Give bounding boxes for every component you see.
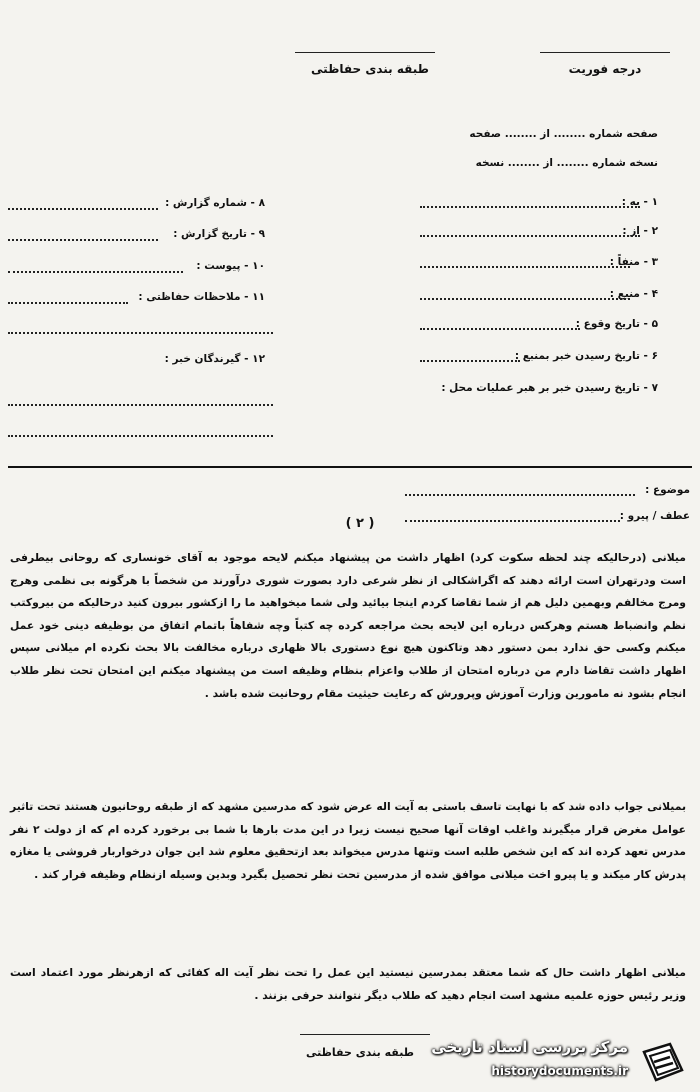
body-paragraph-1: میلانی (درحالیکه چند لحظه سکوت کرد) اظهار داشت من پیشنهاد میکنم لایحه موجود به آقای خونساری که روحانی بیطرفی است ودرتهران است ارائه دهند که اگراشکالی از نظر شرعی دارد بصورت شوری درآورند من شخصاً با هرگونه بی نظمی وهرج ومرج مخالفم وبهمین دلیل هم از شما تقاضا کردم اینجا بیائید ولی شما میخواهید ما را ازکشور بیرون کنید درحالیکه من بیروکتب نظم وانضباط هستم وهرکس درباره این لایحه بحث مراجعه کرده چه کتباً وچه شفاهاً باتمام اتفاق من بوظیفه دینی خود عمل میکنم وکسی حق ندارد بمن دستور دهد وتاکنون هیچ نوع دستوری بالا ظهاری درباره مخالفت بالا بحث نکرده ام میلانی سپس اظهار داشت تقاضا دارم من درباره امتحان از طلاب واعزام بنظام وظیفه است من پیشنهاد میکنم این امتحان تحت نظر طلاب انجام بشود نه مامورین وزارت آموزش وپرورش که رعایت حیثیت مقام روحانیت شده باشد .	[10, 551, 686, 700]
page-number: ( ۲ )	[345, 516, 375, 531]
field-recipients-line-2	[8, 435, 273, 437]
field-event-date-line	[420, 328, 580, 330]
field-reference-line	[420, 266, 630, 268]
field-from-line	[420, 235, 640, 237]
subject-label: موضوع :	[645, 484, 690, 496]
header-rule-left	[295, 52, 435, 53]
archive-logo-icon	[640, 1040, 686, 1084]
field-source-received-date: ۶ - تاریخ رسیدن خبر بمنبع :	[514, 350, 658, 362]
field-attachment-line	[8, 271, 183, 273]
watermark	[402, 1036, 692, 1088]
footer-rule	[300, 1034, 430, 1035]
field-to: ۱ - به :	[621, 196, 658, 208]
field-report-date-line	[8, 239, 158, 241]
urgency-label: درجه فوریت	[568, 62, 642, 76]
field-report-number: ۸ - شماره گزارش :	[165, 197, 265, 209]
field-from: ۲ - از :	[622, 225, 658, 237]
watermark-url: historydocuments.ir	[491, 1064, 628, 1078]
body-paragraph-2: بمیلانی جواب داده شد که با نهایت تاسف باستی به آیت اله عرض شود که مدرسین مشهد که از طبقه روحانیون هستند تحت تاثیر عوامل مغرض قرار میگیرند واغلب اوقات آنها صحیح نیست زیرا در این مدت بارها با شما بی برخورد کرده ام که از دولت ۲ نفر مدرس تعهد کرده اند که این شخص طلبه است وتنها مدرس میخواند بعد ازتحقیق معلوم شد این جوان درخواربار فروشی یا مغازه پدرش کار میکند و یا پیرو اخت میلانی موافق شده از مدرسین تحت نظر تحصیل بگیرد وبدین وسیله ازنظام وظیفه فرار کند .	[10, 800, 686, 881]
field-source-received-line	[420, 360, 520, 362]
header-rule-right	[540, 52, 670, 53]
field-security-notes-line-2	[8, 332, 273, 334]
field-event-date: ۵ - تاریخ وقوع :	[575, 318, 658, 330]
field-report-date: ۹ - تاریخ گزارش :	[173, 228, 265, 240]
classification-label-bottom: طبقه بندی حفاظتی	[305, 1046, 415, 1059]
watermark-name: مرکز بررسی اسناد تاریخی	[431, 1038, 628, 1056]
section-divider	[8, 466, 692, 468]
field-to-line	[420, 206, 640, 208]
field-recipients-line-1	[8, 404, 273, 406]
field-source: ۴ - منبع :	[609, 288, 658, 300]
field-reference: ۳ - منفاً :	[609, 256, 658, 268]
field-attachment: ۱۰ - پیوست :	[196, 260, 265, 272]
field-source-line	[420, 298, 630, 300]
field-recipients: ۱۲ - گیرندگان خبر :	[164, 353, 265, 365]
classification-label-top: طبقه بندی حفاظتی	[311, 62, 429, 76]
field-sheet-number: صفحه شماره ........ از ........ صفحه	[469, 128, 658, 140]
subject-line	[405, 494, 635, 496]
field-copy-number: نسخه شماره ........ از ........ نسخه	[475, 157, 658, 169]
body-paragraph-3: میلانی اظهار داشت حال که شما معتقد بمدرسین نیستید این عمل را تحت نظر آیت اله کفائی که ازهرنظر مورد اعتماد است وزیر رئیس حوزه علمیه مشهد است انجام دهید که طلاب دیگر نتوانند حرفی بزنند .	[10, 966, 686, 1002]
reference-line	[405, 520, 620, 522]
reference-label: عطف / پیرو :	[619, 510, 690, 522]
field-security-notes-line	[8, 302, 128, 304]
field-report-number-line	[8, 208, 158, 210]
field-security-notes: ۱۱ - ملاحظات حفاظتی :	[138, 291, 265, 303]
field-ops-received-date: ۷ - تاریخ رسیدن خبر بر هبر عملیات محل :	[441, 382, 658, 394]
